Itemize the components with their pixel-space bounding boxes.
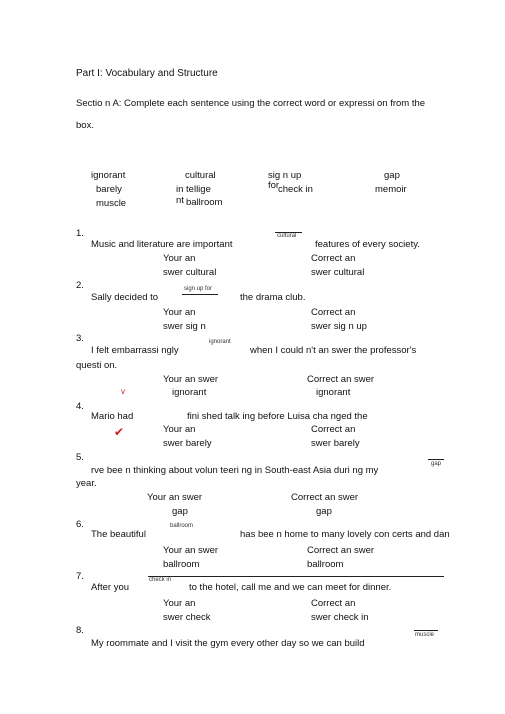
filled-answer: check in [149,577,172,583]
filled-answer: sign up for [184,286,213,292]
filled-answer: cultural [277,233,297,239]
word-box-item: ballroom [186,197,223,208]
your-answer-label: Your an swer [147,492,203,503]
sentence-text: I felt embarrassi ngly [91,345,179,356]
word-box-item: check in [278,184,313,195]
word-box-item: ignorant [91,170,126,181]
question-number: 8. [76,625,84,636]
answer-blank [182,294,218,295]
correct-answer-label: Correct an swer [307,374,375,385]
question-number: 4. [76,401,84,412]
correct-answer-value: swer barely [311,438,360,449]
sentence-text: the drama club. [240,292,306,303]
correct-answer-label: Correct an [311,598,356,609]
question-number: 7. [76,571,84,582]
question-number: 2. [76,280,84,291]
sentence-text: has bee n home to many lovely con certs and dan [240,529,450,540]
your-answer-value: swer barely [163,438,212,449]
your-answer-label: Your an swer [163,545,219,556]
sentence-text: Sally decided to [91,292,159,303]
correct-answer-label: Correct an [311,307,356,318]
your-answer-label: Your an [163,598,196,609]
section-instruction-line-1: Sectio n A: Complete each sentence using the correct word or expressi on from the [76,98,426,109]
your-answer-value: ignorant [172,387,207,398]
answer-blank [428,459,444,460]
correct-answer-value: swer check in [311,612,369,623]
correct-answer-label: Correct an swer [291,492,359,503]
correct-answer-value: ignorant [316,387,351,398]
your-answer-value: ballroom [163,559,200,570]
answer-blank [148,576,444,577]
sentence-text: when I could n't an swer the professor's [250,345,417,356]
your-answer-value: gap [172,506,188,517]
sentence-text: to the hotel, call me and we can meet for dinner. [189,582,392,593]
question-number: 5. [76,452,84,463]
answer-blank [275,232,302,233]
answer-blank [414,630,438,631]
section-instruction-line-2: box. [76,120,94,131]
incorrect-mark-icon: v [121,387,125,396]
your-answer-value: swer cultural [163,267,217,278]
word-box-item: in tellige [176,184,211,195]
question-number: 6. [76,519,84,530]
your-answer-label: Your an [163,253,196,264]
word-box-item: nt [176,195,184,206]
checkmark-icon: ✔ [114,425,125,439]
sentence-text: Music and literature are important [91,239,233,250]
word-box-item: cultural [185,170,216,181]
your-answer-label: Your an swer [163,374,219,385]
word-box-item: gap [384,170,400,181]
sentence-text: Mario had [91,411,134,422]
part-title: Part I: Vocabulary and Structure [76,68,218,79]
your-answer-label: Your an [163,307,196,318]
sentence-text: The beautiful [91,529,146,540]
correct-answer-value: swer sig n up [311,321,367,332]
question-number: 3. [76,333,84,344]
your-answer-label: Your an [163,424,196,435]
correct-answer-label: Correct an [311,253,356,264]
your-answer-value: swer sig n [163,321,206,332]
word-box-item: for [268,180,280,191]
correct-answer-value: swer cultural [311,267,365,278]
sentence-text: rve bee n thinking about volun teeri ng in South-east Asia duri ng my [91,465,379,476]
correct-answer-label: Correct an swer [307,545,375,556]
filled-answer: muscle [415,632,435,638]
your-answer-value: swer check [163,612,211,623]
sentence-text: features of every society. [315,239,420,250]
correct-answer-label: Correct an [311,424,356,435]
correct-answer-value: ballroom [307,559,344,570]
word-box-item: muscle [96,198,127,209]
sentence-text: questi on. [76,360,118,371]
word-box-item: memoir [375,184,407,195]
filled-answer: ballroom [170,523,194,529]
sentence-text: fini shed talk ing before Luisa cha nged the [187,411,368,422]
filled-answer: gap [431,461,442,467]
word-box-item: sig n up [268,170,302,181]
sentence-text: My roommate and I visit the gym every other day so we can build [91,638,365,649]
correct-answer-value: gap [316,506,332,517]
word-box-item: barely [96,184,122,195]
sentence-text: year. [76,478,97,489]
question-number: 1. [76,228,84,239]
filled-answer: ignorant [209,339,231,345]
sentence-text: After you [91,582,130,593]
